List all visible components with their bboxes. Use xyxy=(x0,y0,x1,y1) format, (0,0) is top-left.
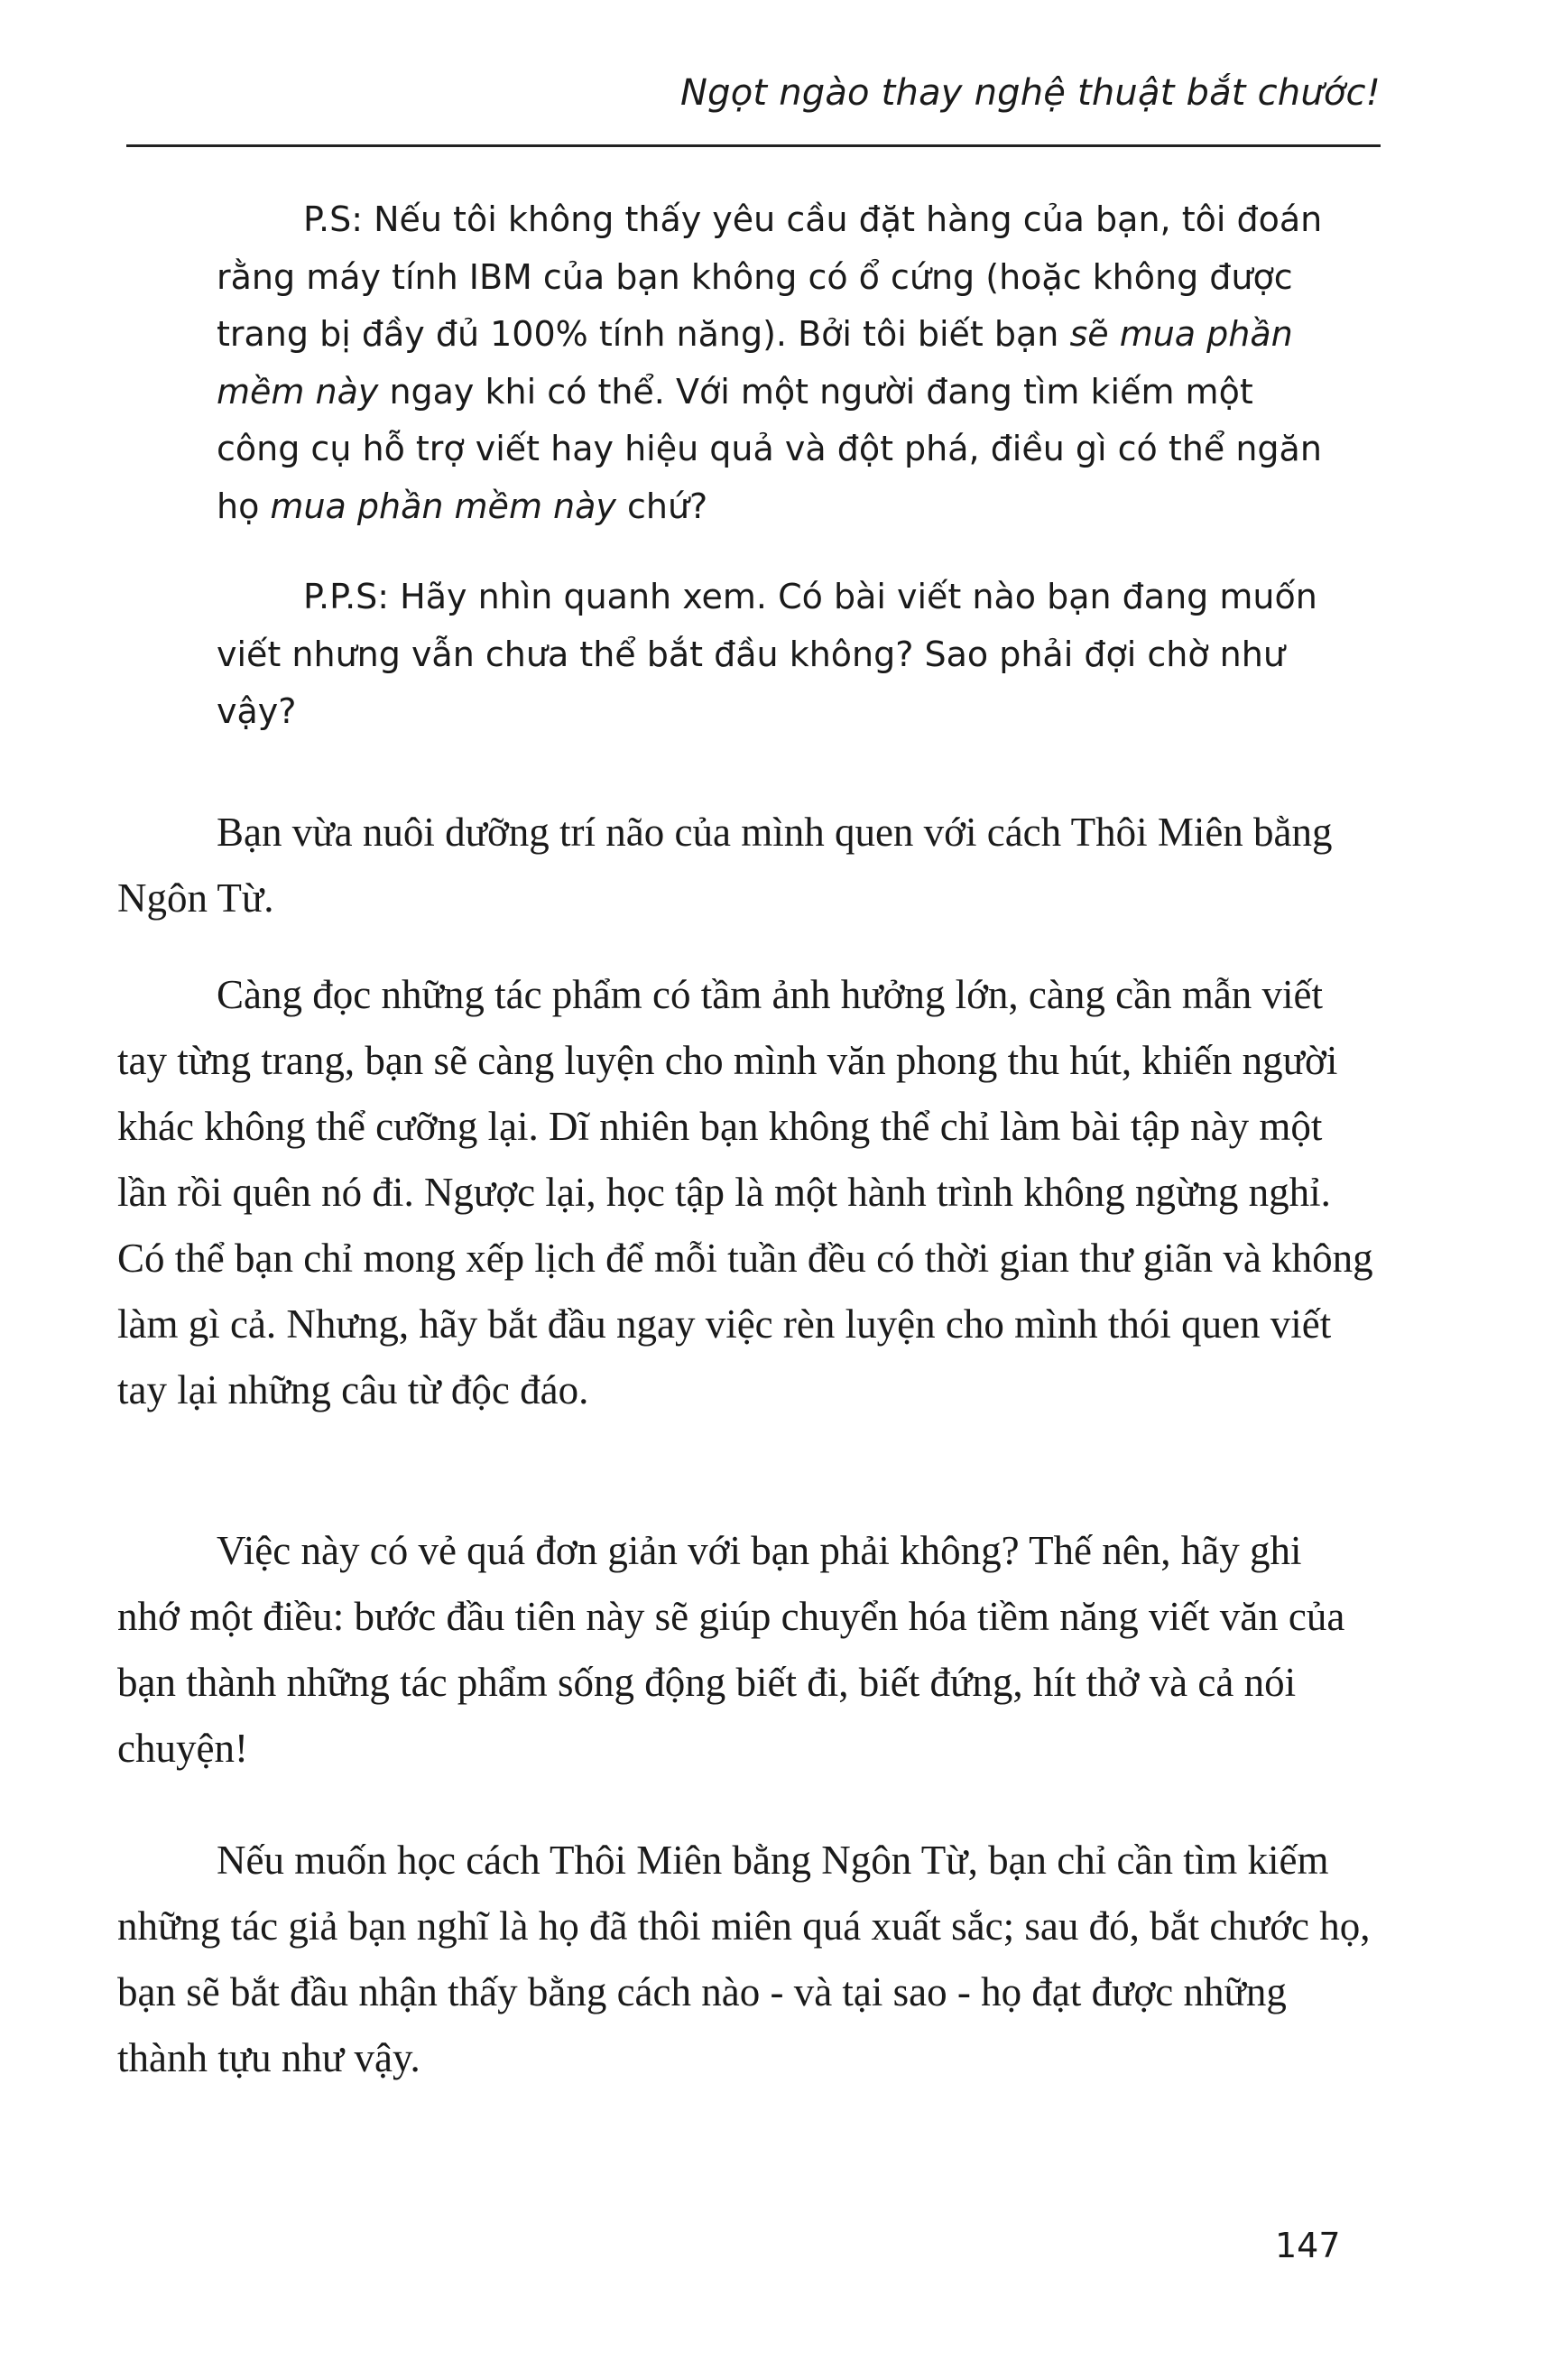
body-paragraph: Việc này có vẻ quá đơn giản với bạn phải không? Thế nên, hãy ghi nhớ một điều: bước đầu tiên này sẽ giúp chuyển hóa tiềm năng viết văn của bạn thành những tác phẩm sống động biết đi, biết đứng, hít thở và cả nói chuyện! xyxy=(117,1528,1345,1771)
body-paragraph: Nếu muốn học cách Thôi Miên bằng Ngôn Từ, bạn chỉ cần tìm kiếm những tác giả bạn nghĩ là họ đã thôi miên quá xuất sắc; sau đó, bắt chước họ, bạn sẽ bắt đầu nhận thấy bằng cách nào - và tại sao - họ đạt được những thành tựu như vậy. xyxy=(117,1838,1371,2080)
ps-emphasis-2: mua phần mềm này xyxy=(270,486,616,526)
header-rule xyxy=(126,144,1381,147)
body-paragraph: Càng đọc những tác phẩm có tầm ảnh hưởng lớn, càng cần mẫn viết tay từng trang, bạn sẽ càng luyện cho mình văn phong thu hút, khiến người khác không thể cưỡng lại. Dĩ nhiên bạn không thể chỉ làm bài tập này một lần rồi quên nó đi. Ngược lại, học tập là một hành trình không ngừng nghỉ. Có thể bạn chỉ mong xếp lịch để mỗi tuần đều có thời gian thư giãn và không làm gì cả. Nhưng, hãy bắt đầu ngay việc rèn luyện cho mình thói quen viết tay lại những câu từ độc đáo. xyxy=(117,972,1373,1412)
body-paragraph: Bạn vừa nuôi dưỡng trí não của mình quen với cách Thôi Miên bằng Ngôn Từ. xyxy=(117,810,1333,921)
ps-text-3: chứ? xyxy=(615,486,708,526)
postscript-pps: P.P.S: Hãy nhìn quanh xem. Có bài viết nào bạn đang muốn viết nhưng vẫn chưa thể bắt đầu không? Sao phải đợi chờ như vậy? xyxy=(217,577,1317,731)
ps-emphasis-1: sẽ mua phần mềm này xyxy=(217,314,1293,412)
running-header: Ngọt ngào thay nghệ thuật bắt chước! xyxy=(680,72,1381,114)
page-number: 147 xyxy=(1275,2226,1341,2265)
ps-text-2: ngay khi có thể. Với một người đang tìm kiếm một công cụ hỗ trợ viết hay hiệu quả và đột phá, điều gì có thể ngăn họ xyxy=(217,371,1322,526)
postscript-ps xyxy=(217,191,1344,535)
ps-text-1: P.S: Nếu tôi không thấy yêu cầu đặt hàng của bạn, tôi đoán rằng máy tính IBM của bạn không có ổ cứng (hoặc không được trang bị đầy đủ 100% tính năng). Bởi tôi biết bạn xyxy=(217,199,1323,354)
